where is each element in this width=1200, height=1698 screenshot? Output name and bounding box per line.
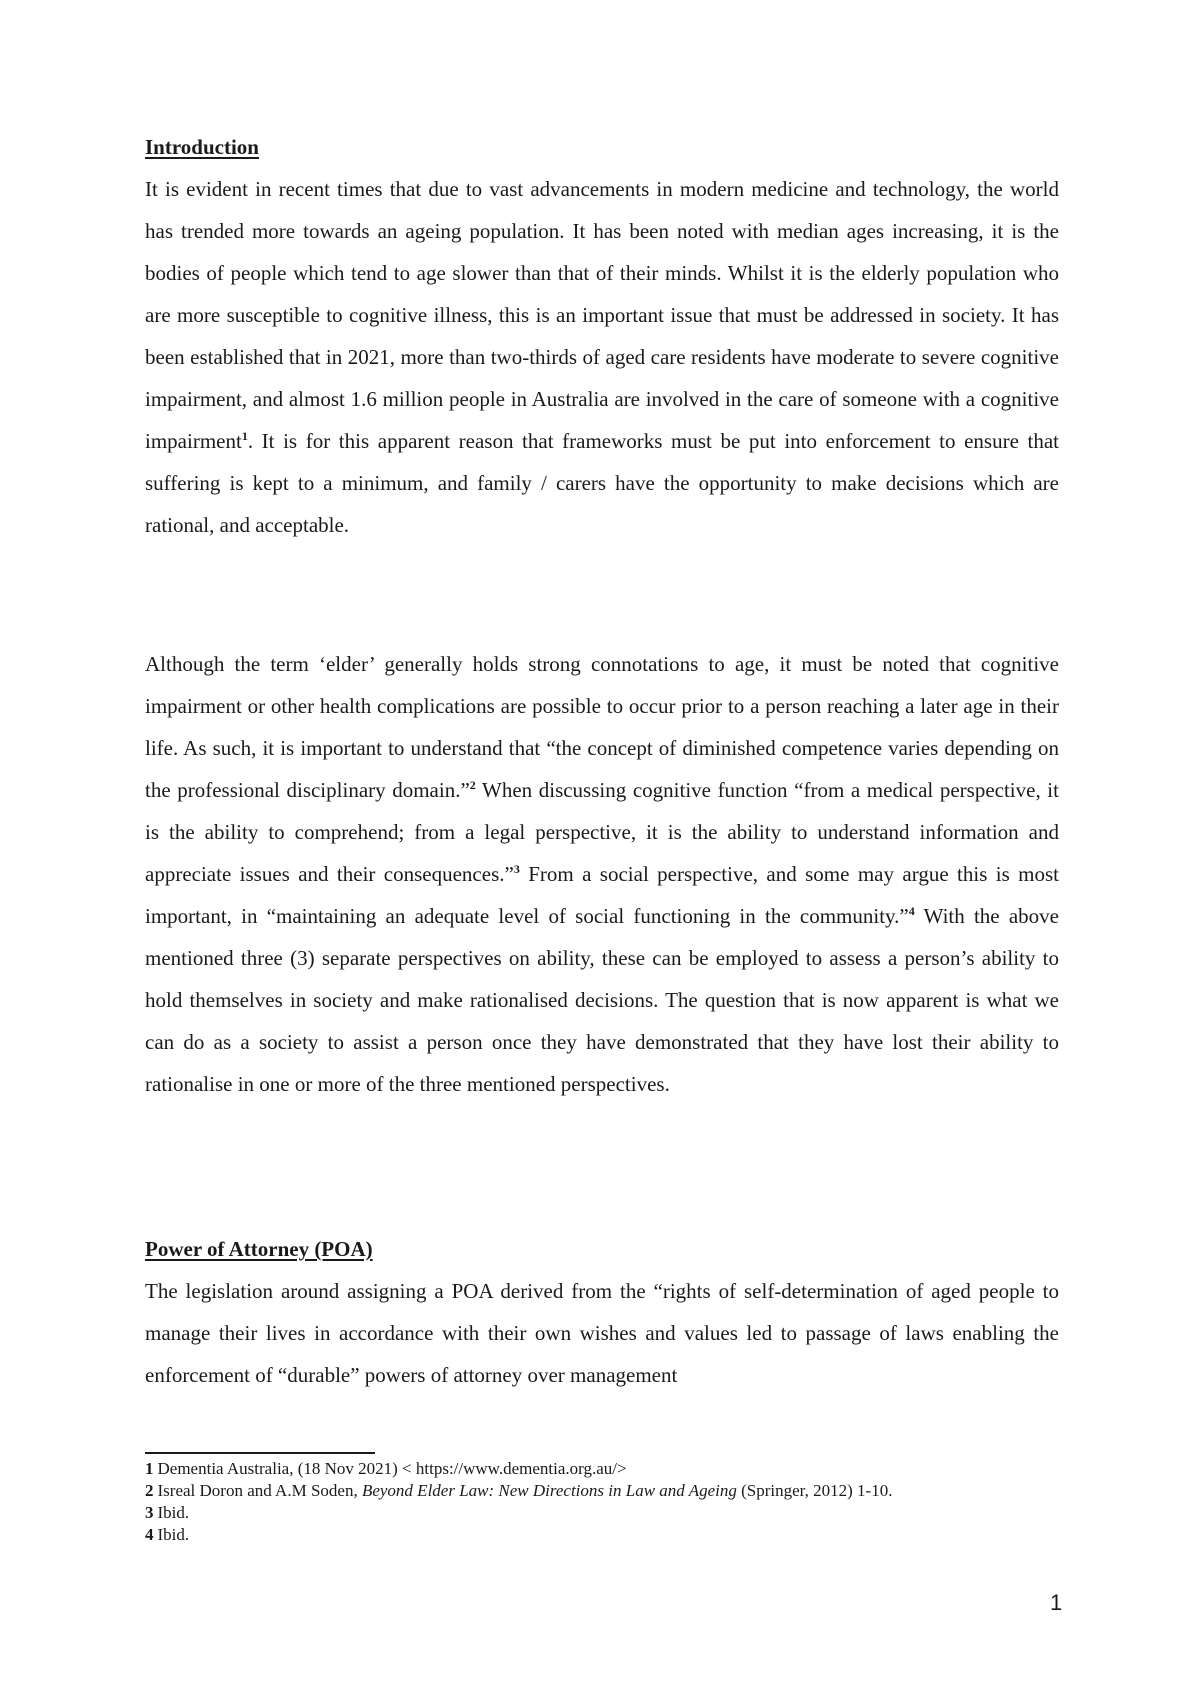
introduction-paragraph-1 (145, 168, 1059, 546)
footnote-text: Ibid. (157, 1503, 190, 1522)
footnote-ref-4[interactable]: 4 (908, 904, 915, 918)
poa-heading: Power of Attorney (POA) (145, 1237, 373, 1261)
footnote-book-title: Beyond Elder Law: New Directions in Law and Ageing (361, 1481, 737, 1500)
footnote-number: 4 (145, 1525, 154, 1544)
introduction-heading: Introduction (145, 135, 259, 159)
footnote-text: Ibid. (157, 1525, 190, 1544)
footnote-text: Isreal Doron and A.M Soden, (157, 1481, 362, 1500)
footnote-number: 3 (145, 1503, 154, 1522)
footnotes (145, 1458, 1059, 1546)
footnote-text: (Springer, 2012) 1-10. (736, 1481, 893, 1500)
footnote-text: Dementia Australia, (18 Nov 2021) < https://www.dementia.org.au/> (157, 1459, 627, 1478)
footnote-number: 1 (145, 1459, 154, 1478)
footnote-ref-1[interactable]: 1 (241, 429, 248, 443)
paragraph-text: . It is for this apparent reason that frameworks must be put into enforcement to ensure that suffering is kept to a minimum, and family / carers have the opportunity to make decisions which are rational, and acceptable. (145, 429, 1059, 537)
footnote-2 (145, 1480, 1059, 1502)
paragraph-text: It is evident in recent times that due to vast advancements in modern medicine and technology, the world has trended more towards an ageing population. It has been noted with median ages increasing, it is the bodies of people which tend to age slower than that of their minds. Whilst it is the elderly population who are more susceptible to cognitive illness, this is an important issue that must be addressed in society. It has been established that in 2021, more than two-thirds of aged care residents have moderate to severe cognitive impairment, and almost 1.6 million people in Australia are involved in the care of someone with a cognitive impairment (145, 177, 1059, 453)
footnote-number: 2 (145, 1481, 154, 1500)
footnote-ref-3[interactable]: 3 (513, 862, 520, 876)
footnote-4 (145, 1524, 1059, 1546)
paragraph-text: Although the term ‘elder’ generally holds strong connotations to age, it must be noted that cognitive impairment or other health complications are possible to occur prior to a person reaching a later age in their life. As such, it is important to understand that “the concept of diminished competence varies depending on the professional disciplinary domain.” (145, 652, 1059, 802)
paragraph-text: From a social perspective, and some may argue this is most important, in “maintaining an adequate level of social functioning in the community.” (145, 862, 1059, 928)
introduction-paragraph-2 (145, 643, 1059, 1105)
paragraph-text: When discussing cognitive function “from a medical perspective, it is the ability to comprehend; from a legal perspective, it is the ability to understand information and appreciate issues and their consequences.” (145, 778, 1059, 886)
footnote-3 (145, 1502, 1059, 1524)
footnote-ref-2[interactable]: 2 (469, 778, 476, 792)
poa-paragraph-1: The legislation around assigning a POA derived from the “rights of self-determination of aged people to manage their lives in accordance with their own wishes and values led to passage of laws enabling the enforcement of “durable” powers of attorney over management (145, 1279, 1059, 1387)
page-number: 1 (1050, 1590, 1063, 1615)
footnote-separator (145, 1452, 375, 1454)
paragraph-text: With the above mentioned three (3) separate perspectives on ability, these can be employed to assess a person’s ability to hold themselves in society and make rationalised decisions. The question that is now apparent is what we can do as a society to assist a person once they have demonstrated that they have lost their ability to rationalise in one or more of the three mentioned perspectives. (145, 904, 1059, 1096)
footnote-1 (145, 1458, 1059, 1480)
